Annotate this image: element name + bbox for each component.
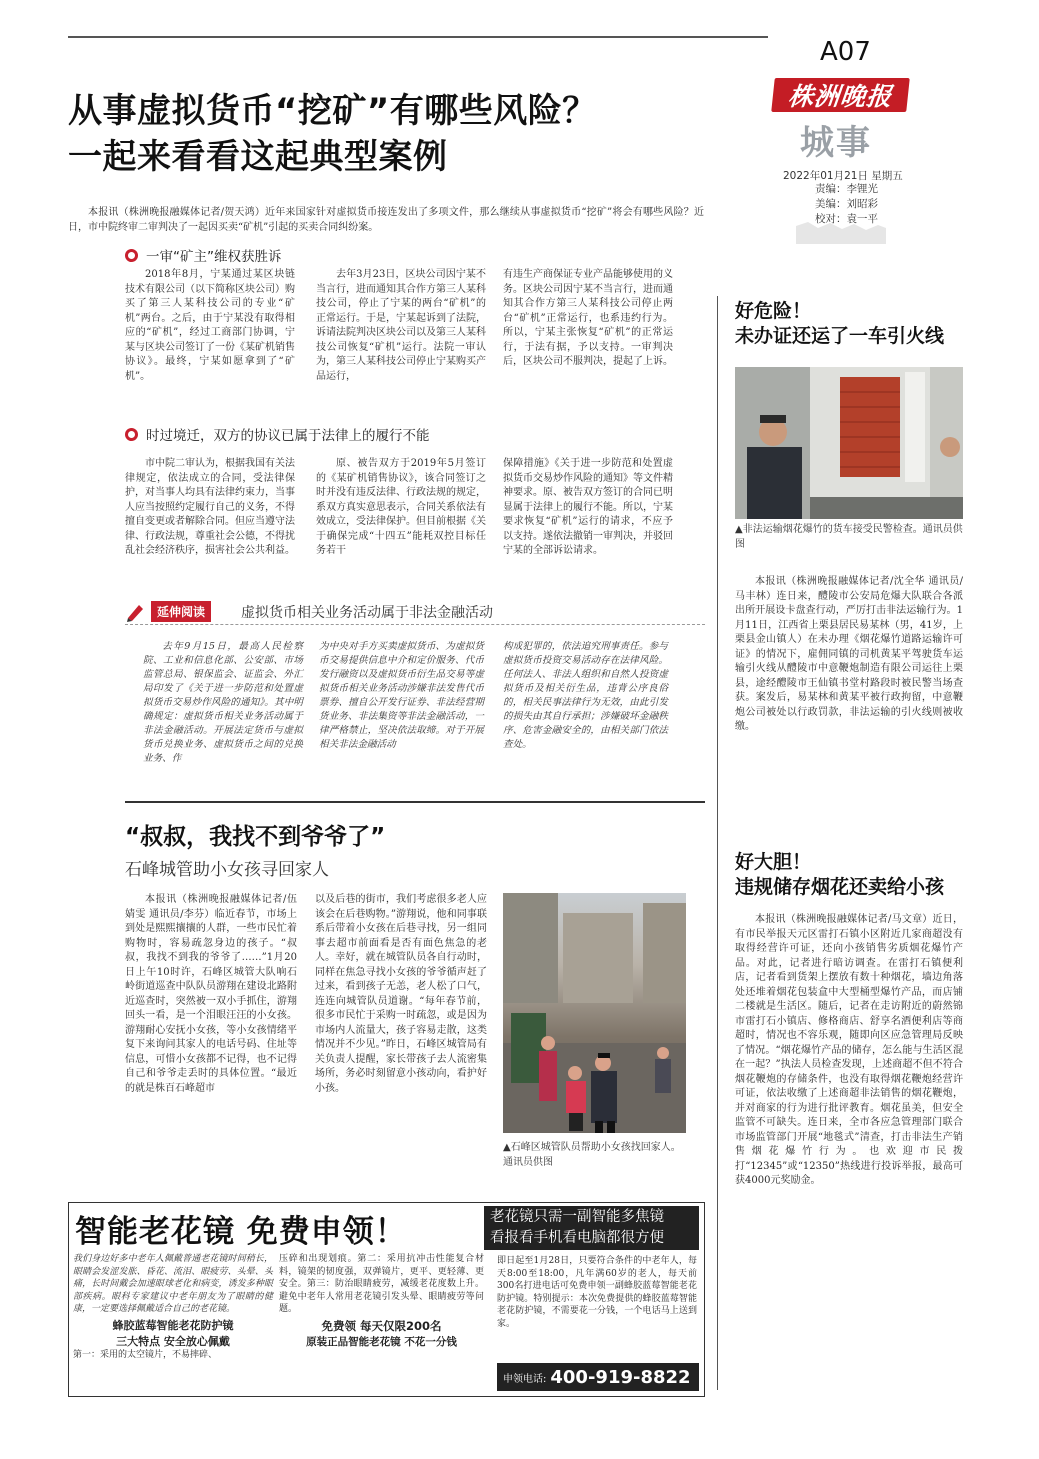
ext-col1-text: 去年9月15日，最高人民检察院、工业和信息化部、公安部、市场监管总局、银保监会、证监会、外汇局印发了《关于进一步防范和处置虚拟货币交易炒作风险的通知》。其中明确规定：虚拟货币相关业务活动属于非法金融活动。开展法定货币与虚拟货币兑换业务、虚拟货币之间的兑换业务、作 [143,641,303,764]
girl-photo-caption: ▲石峰区城管队员帮助小女孩找回家人。通讯员供图 [503,1142,681,1168]
side1-headline-line1: 好危险！ [735,300,812,322]
truck-photo [735,367,963,519]
torn-paper-decoration [796,222,886,244]
ad-headline: 智能老花镜 免费申领！ [75,1213,407,1250]
main-lead [68,206,704,235]
main-headline [68,88,597,180]
proofreader-credit: 校对：袁一平 [815,213,878,225]
pen-icon [125,602,145,622]
credits [815,182,878,227]
section1-col1 [125,268,295,384]
girl-article-rule [125,801,705,803]
section1-title [125,245,282,265]
column-divider [717,296,718,1390]
ad-col3-text: 即日起至1月28日，只要符合条件的中老年人，每天8:00至18:00，凡年满60岁的老人，每天前300名打进电话可免费申领一副蜂胶蓝莓智能老花防护镜。特别提示：本次免费提供的蜂胶蓝莓智能老花防护镜，不需要花一分钱，一个电话马上送到家。 [497,1256,697,1329]
ad-first-feature: 第一：采用的太空镜片，不易摔碎、 [73,1349,218,1360]
side2-headline-line2: 违规储存烟花还卖给小孩 [735,876,945,898]
section-name: 城事 [800,123,872,163]
side2-headline [735,850,944,900]
girl-col2-text: 以及后巷的街市，我们考虑很多老人应该会在后巷购物。”游翔说，他和同事联系后带着小女孩在后巷寻找，另一组同事去超市前面看是否有面色焦急的老人。幸好，就在城管队员各自行动时，同样在焦急寻找小女孩的爷爷循声赶了过来，看到孩子无恙，老人松了口气，连连向城管队员道谢。“每年春节前，很多市民忙于采购一时疏忽，或是因为市场内人流量大，孩子容易走散，这类情况并不少见。”昨日，石峰区城管局有关负责人提醒，家长带孩子去人流密集场所，务必时刻留意小孩动向，看护好小孩。 [315,894,487,1094]
ext-reading-label: 延伸阅读 [151,601,211,622]
truck-inspection-image [735,367,963,519]
side1-headline-line2: 未办证还运了一车引火线 [735,325,945,347]
section1-col2 [316,268,486,384]
section2-col1-text: 市中院二审认为，根据我国有关法律规定，依法成立的合同，受法律保护，对当事人均具有法律约束力，当事人应当按照约定履行自己的义务，不得擅自变更或者解除合同。但应当遵守法律、行政法规，尊重社会公德，不得扰乱社会经济秩序，损害社会公共利益。 [125,458,295,556]
section2-col3 [503,457,673,559]
girl-col2 [315,893,487,1096]
section1-col3-text: 有违生产商保证专业产品能够使用的义务。区块公司因宁某不当言行，进而通知其合作方第三人某科技公司停止两台“矿机”正常运行，也系违约行为。所以，宁某主张恢复“矿机”的正常运行，于法有据，予以支持。一审判决后，区块公司不服判决，提起了上诉。 [503,269,673,367]
ext-col3 [503,640,668,752]
section2-col1 [125,457,295,559]
ad-slogan-line2: 看报看手机看电脑都很方便 [490,1230,664,1246]
ext-col1 [143,640,303,766]
section1-title-text: 一审“矿主”维权获胜诉 [146,249,282,265]
page-number: A07 [820,37,871,67]
girl-subhead: 石峰城管助小女孩寻回家人 [125,860,329,880]
side2-body-text: 本报讯（株洲晚报融媒体记者/马文章）近日，有市民举报天元区雷打石镇小区附近几家商超没有取得经营许可证，还向小孩销售劣质烟花爆竹产品。对此，记者进行暗访调查。在雷打石镇便利店，记者看到货架上摆放有数十种烟花，墙边角落处还堆着烟花包装盒中大型桶型爆竹产品，而店铺二楼就是生活区。随后，记者在走访附近的蔚然锦市雷打石小镇店、修格商店、舒享名酒便利店等商超时，情况也不容乐观，随即向区应急管理局反映了情况。“烟花爆竹产品的储存，怎么能与生活区混在一起？”执法人员检查发现，上述商超不但不符合烟花鞭炮的存储条件，也没有取得烟花鞭炮经营许可证，依法收缴了上述商超非法销售的烟花鞭炮，并对商家的行为进行批评教育。烟花虽美，但安全监管不可缺失。连日来，全市各应急管理部门联合市场监管部门开展“地毯式”清查，打击非法生产销售烟花爆竹行为。也欢迎市民拨打“12345”或“12350”热线进行投诉举报，最高可获4000元奖励金。 [735,914,963,1186]
section2-title [125,424,430,444]
section2-col3-text: 保障措施》《关于进一步防范和处置虚拟货币交易炒作风险的通知》等文件精神要求。原、被告双方签订的合同已明显属于法律上的履行不能。所以，宁某要求恢复“矿机”运行的请求，不应予以支持。遂依法撤销一审判决，并驳回宁某的全部诉讼请求。 [503,458,673,556]
ext-reading-header [125,601,493,622]
side2-body [735,913,963,1189]
ad-features: 三大特点 安全放心佩戴 [116,1334,230,1348]
section1-col2-text: 去年3月23日，区块公司因宁某不当言行，进而通知其合作方第三人某科技公司，停止了宁某的两台“矿机”的正常运行。于是，宁某起诉到了法院，诉请法院判决区块公司以及第三人某科技公司恢复“矿机”运行。法院一审认为，第三人某科技公司停止宁某购买产品运行， [316,269,486,382]
ad-slogan-line1: 老花镜只需一副智能多焦镜 [490,1209,664,1225]
ad-phone-label: 申领电话: [503,1373,547,1385]
ext-divider [125,624,705,625]
side1-body-text: 本报讯（株洲晚报融媒体记者/沈全华 通讯员/马丰林）连日来，醴陵市公安局危爆大队联合各派出所开展设卡盘查行动，严厉打击非法运输行为。1月11日，江西省上栗县居民易某林（男，41岁，上栗县金山镇人）在未办理《烟花爆竹道路运输许可证》的情况下，雇佣同镇的司机黄某平驾驶货车运输引火线从醴陵市中意鞭炮制造有限公司运往上栗县，途经醴陵市王仙镇书堂村路段时被民警当场查获。案发后，易某林和黄某平被行政拘留，中意鞭炮公司被处以行政罚款，非法运输的引火线则被收缴。 [735,576,963,732]
ad-col1-text: 我们身边好多中老年人佩戴普通老花镜时间稍长，眼睛会发涩发胀、昏花、流泪、眼疲劳、头晕、头痛，长时间戴会加速眼球老化和病变，诱发多种眼部疾病。眼科专家建议中老年朋友为了眼睛的健康，一定要选择佩戴适合自己的老花镜。 [73,1254,273,1314]
ad-col3 [497,1255,697,1330]
section2-title-text: 时过境迁，双方的协议已属于法律上的履行不能 [146,428,430,444]
section1-col1-text: 2018年8月，宁某通过某区块链技术有限公司（以下简称区块公司）购买了第三人某科技公司的专业“矿机”两台。之后，由于宁某没有取得相应的“矿机”，经过工商部门协调，宁某与区块公司签订了一份《某矿机销售协议》。最终，宁某如愿拿到了“矿机”。 [125,269,295,382]
street-scene-image [503,893,686,1133]
main-headline-line2: 一起来看看这起典型案例 [68,137,448,177]
girl-photo [503,893,686,1133]
designer-credit: 美编：刘昭彩 [815,198,878,210]
section2-col2-text: 原、被告双方于2019年5月签订的《某矿机销售协议》，该合同签订之时并没有违反法律、行政法规的规定，系双方真实意思表示，合同关系依法有效成立，受法律保护。但目前根据《关于确保完成“十四五”能耗双控目标任务若干 [316,458,486,556]
ad-promo2: 原装正品智能老花镜 不花一分钱 [306,1335,457,1348]
section1-col3 [503,268,673,370]
ad-col2 [279,1253,484,1349]
ad-promo: 免费领 每天仅限200名 [321,1318,442,1333]
ext-col2 [319,640,484,752]
ad-brand: 蜂胶蓝莓智能老花防护镜 [112,1318,234,1332]
truck-photo-caption: ▲非法运输烟花爆竹的货车接受民警检查。通讯员供图 [735,524,963,550]
editor-credit: 责编：李锂光 [815,183,878,195]
circle-bullet-icon [125,428,138,441]
main-headline-line1: 从事虚拟货币“挖矿”有哪些风险？ [68,91,597,131]
girl-col1-text: 本报讯（株洲晚报融媒体记者/伍婧雯 通讯员/李芬）临近春节，市场上到处是熙熙攘攘的人群，一些市民忙着购物时，容易疏忽身边的孩子。“叔叔，我找不到我的爷爷了……”1月20日上午10时许，石峰区城管大队响石岭街道巡查中队队员游翔在建设北路附近巡查时，突然被一双小手抓住，游翔回头一看，是一个泪眼汪汪的小女孩。游翔耐心安抚小女孩，等小女孩情绪平复下来询问其家人的电话号码、住址等信息，可惜小女孩都不记得，也不记得自己和爷爷走丢时的具体位置。“最近的就是株百石峰超市 [125,894,297,1094]
ad-col1 [73,1253,273,1361]
ad-phone-number[interactable]: 400-919-8822 [550,1366,691,1388]
ad-header [69,1203,703,1253]
ext-reading-title: 虚拟货币相关业务活动属于非法金融活动 [241,604,494,621]
ad-slogan-box [484,1206,699,1250]
ad-box [68,1202,705,1397]
side1-body [735,575,963,735]
section2-col2 [316,457,486,559]
newspaper-logo [771,78,910,112]
logo-text: 株洲晚报 [786,82,894,111]
girl-col1 [125,893,297,1096]
ext-col3-text: 构成犯罪的，依法追究刑事责任。参与虚拟货币投资交易活动存在法律风险。任何法人、非法人组织和自然人投资虚拟货币及相关衍生品，违背公序良俗的，相关民事法律行为无效，由此引发的损失由其自行承担；涉嫌破坏金融秩序、危害金融安全的，由相关部门依法查处。 [503,641,668,750]
top-rule [68,36,768,38]
circle-bullet-icon [125,249,138,262]
girl-headline: “叔叔，我找不到爷爷了” [125,824,386,850]
side2-headline-line1: 好大胆！ [735,851,812,873]
side1-headline [735,299,944,349]
ext-col2-text: 为中央对手方买卖虚拟货币、为虚拟货币交易提供信息中介和定价服务、代币发行融资以及虚拟货币衍生品交易等虚拟货币相关业务活动涉嫌非法发售代币票券、擅自公开发行证券、非法经营期货业务、非法集资等非法金融活动，一律严格禁止，坚决依法取缔。对于开展相关非法金融活动 [319,641,484,750]
ad-col2-text: 压碎和出现划痕。第二：采用抗冲击性能复合材料，镜架的韧度强，双弹镜片，更平、更轻薄、更安全。第三：防治眼睛疲劳，减缓老花度数上升。避免中老年人常用老花镜引发头晕、眼睛疲劳等问题。 [279,1254,484,1314]
main-lead-text: 本报讯（株洲晚报融媒体记者/贺天鸿）近年来国家针对虚拟货币接连发出了多项文件，那么继续从事虚拟货币“挖矿”将会有哪些风险？近日，市中院终审二审判决了一起因买卖“矿机”引起的买卖合同纠纷案。 [68,207,704,233]
issue-date: 2022年01月21日 星期五 [783,170,903,182]
ad-phone-box[interactable] [497,1363,699,1391]
